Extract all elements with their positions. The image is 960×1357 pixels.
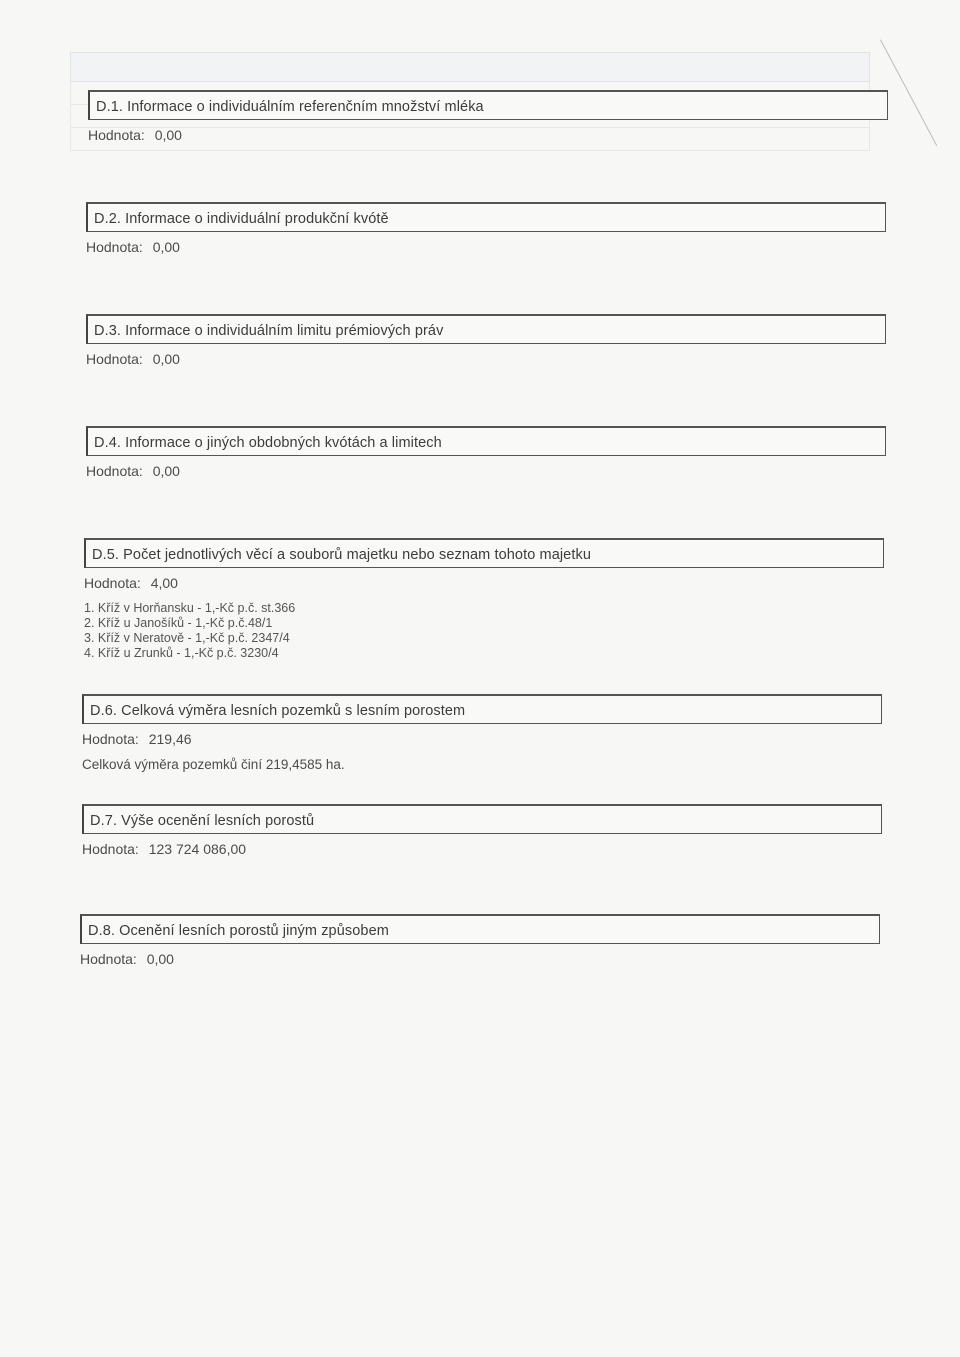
value-line bbox=[86, 463, 886, 479]
value-label: Hodnota: bbox=[86, 463, 143, 479]
section-d8 bbox=[80, 914, 880, 967]
section-title: Informace o individuálním referenčním množství mléka bbox=[127, 99, 484, 115]
section-code: D.2. bbox=[94, 211, 121, 227]
value-label: Hodnota: bbox=[86, 351, 143, 367]
section-header bbox=[86, 426, 886, 456]
bleed-through-header bbox=[70, 52, 870, 82]
section-title: Informace o individuální produkční kvótě bbox=[125, 211, 389, 227]
list-item: 3. Kříž v Neratově - 1,-Kč p.č. 2347/4 bbox=[84, 631, 290, 645]
value-line bbox=[86, 239, 886, 255]
section-code: D.7. bbox=[90, 813, 117, 829]
section-title: Informace o individuálním limitu prémiových práv bbox=[125, 323, 444, 339]
section-code: D.6. bbox=[90, 703, 117, 719]
section-title: Ocenění lesních porostů jiným způsobem bbox=[119, 923, 389, 939]
value-number: 0,00 bbox=[154, 127, 182, 143]
section-code: D.4. bbox=[94, 435, 121, 451]
value-line bbox=[86, 351, 886, 367]
section-header bbox=[80, 914, 880, 944]
section-title: Informace o jiných obdobných kvótách a limitech bbox=[125, 435, 442, 451]
section-code: D.8. bbox=[88, 923, 115, 939]
value-label: Hodnota: bbox=[86, 239, 143, 255]
scan-edge-line bbox=[880, 40, 937, 146]
section-header bbox=[88, 90, 888, 120]
section-d3 bbox=[86, 314, 886, 367]
value-label: Hodnota: bbox=[80, 951, 137, 967]
value-label: Hodnota: bbox=[82, 841, 139, 857]
section-title: Počet jednotlivých věcí a souborů majetku nebo seznam tohoto majetku bbox=[123, 547, 591, 563]
value-number: 123 724 086,00 bbox=[148, 841, 247, 857]
section-header bbox=[84, 538, 884, 568]
section-header bbox=[82, 694, 882, 724]
section-d5 bbox=[84, 538, 884, 661]
value-label: Hodnota: bbox=[82, 731, 139, 747]
section-d2 bbox=[86, 202, 886, 255]
value-number: 219,46 bbox=[148, 731, 192, 747]
section-d6 bbox=[82, 694, 882, 772]
section-code: D.5. bbox=[92, 547, 119, 563]
section-header bbox=[86, 202, 886, 232]
section-d7 bbox=[82, 804, 882, 857]
value-number: 4,00 bbox=[150, 575, 178, 591]
value-label: Hodnota: bbox=[88, 127, 145, 143]
value-number: 0,00 bbox=[152, 239, 180, 255]
list-item: 4. Kříž u Zrunků - 1,-Kč p.č. 3230/4 bbox=[84, 646, 279, 660]
value-number: 0,00 bbox=[146, 951, 174, 967]
section-d1 bbox=[88, 90, 888, 143]
list-item: 1. Kříž v Horňansku - 1,-Kč p.č. st.366 bbox=[84, 601, 296, 615]
value-line bbox=[80, 951, 880, 967]
value-line bbox=[88, 127, 888, 143]
area-note: Celková výměra pozemků činí 219,4585 ha. bbox=[82, 757, 345, 772]
value-line bbox=[82, 731, 882, 747]
list-item: 2. Kříž u Janošíků - 1,-Kč p.č.48/1 bbox=[84, 616, 273, 630]
section-header bbox=[82, 804, 882, 834]
value-line bbox=[84, 575, 884, 591]
asset-list bbox=[84, 601, 884, 661]
value-number: 0,00 bbox=[152, 351, 180, 367]
section-header bbox=[86, 314, 886, 344]
value-line bbox=[82, 841, 882, 857]
value-number: 0,00 bbox=[152, 463, 180, 479]
section-code: D.3. bbox=[94, 323, 121, 339]
section-title: Výše ocenění lesních porostů bbox=[121, 813, 315, 829]
value-label: Hodnota: bbox=[84, 575, 141, 591]
section-code: D.1. bbox=[96, 99, 123, 115]
section-d4 bbox=[86, 426, 886, 479]
section-title: Celková výměra lesních pozemků s lesním porostem bbox=[121, 703, 466, 719]
